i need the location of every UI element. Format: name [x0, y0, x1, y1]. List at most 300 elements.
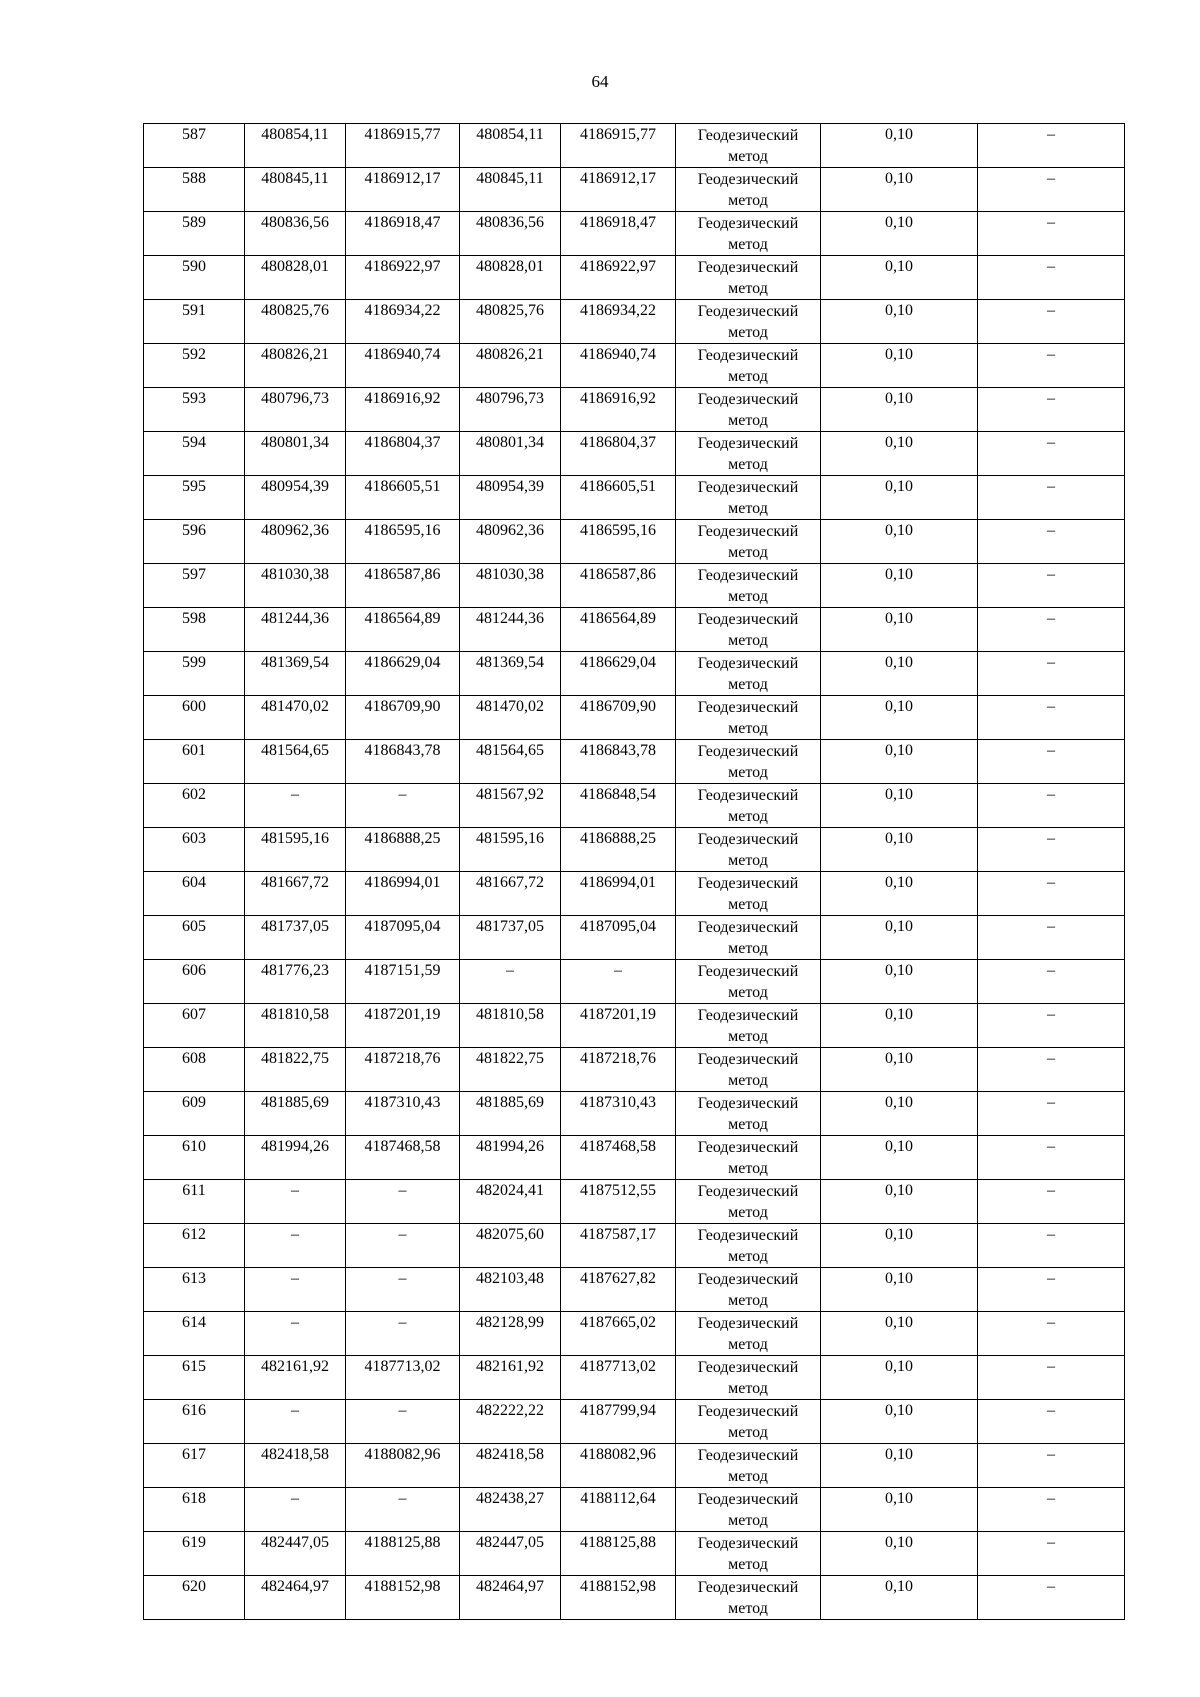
point-number-cell: 596 [144, 520, 245, 564]
point-number-cell: 608 [144, 1048, 245, 1092]
method-line-1: Геодезический [697, 1227, 799, 1244]
y-existing-cell: 4186595,16 [346, 520, 460, 564]
x-refined-cell: 482075,60 [460, 1224, 561, 1268]
x-existing-cell: – [245, 1180, 346, 1224]
accuracy-cell: 0,10 [821, 916, 978, 960]
x-refined-cell: 480845,11 [460, 168, 561, 212]
x-refined-cell: 481567,92 [460, 784, 561, 828]
table-row [144, 1444, 1125, 1488]
x-existing-cell: 480796,73 [245, 388, 346, 432]
x-refined-cell: 482447,05 [460, 1532, 561, 1576]
x-existing-cell: – [245, 1400, 346, 1444]
accuracy-cell: 0,10 [821, 1004, 978, 1048]
method-cell [676, 300, 821, 344]
x-existing-cell: 482464,97 [245, 1576, 346, 1620]
x-refined-cell: 480854,11 [460, 124, 561, 168]
y-refined-cell: 4186564,89 [561, 608, 676, 652]
y-existing-cell: 4188152,98 [346, 1576, 460, 1620]
method-cell [676, 564, 821, 608]
method-line-1: Геодезический [697, 1139, 799, 1156]
method-line-1: Геодезический [697, 259, 799, 276]
table-row [144, 300, 1125, 344]
x-refined-cell: 480954,39 [460, 476, 561, 520]
method-line-2: метод [728, 1468, 768, 1485]
x-existing-cell: 481810,58 [245, 1004, 346, 1048]
y-refined-cell: 4186605,51 [561, 476, 676, 520]
table-row [144, 520, 1125, 564]
y-existing-cell: 4186843,78 [346, 740, 460, 784]
table-row [144, 828, 1125, 872]
point-number-cell: 600 [144, 696, 245, 740]
method-line-1: Геодезический [697, 171, 799, 188]
y-existing-cell: – [346, 784, 460, 828]
description-cell: – [978, 1004, 1125, 1048]
accuracy-cell: 0,10 [821, 872, 978, 916]
table-row [144, 1576, 1125, 1620]
point-number-cell: 602 [144, 784, 245, 828]
point-number-cell: 598 [144, 608, 245, 652]
y-refined-cell: 4186848,54 [561, 784, 676, 828]
description-cell: – [978, 212, 1125, 256]
method-line-1: Геодезический [697, 875, 799, 892]
description-cell: – [978, 608, 1125, 652]
table-row [144, 168, 1125, 212]
accuracy-cell: 0,10 [821, 1356, 978, 1400]
x-existing-cell: 480826,21 [245, 344, 346, 388]
method-line-2: метод [728, 984, 768, 1001]
x-existing-cell: – [245, 1268, 346, 1312]
point-number-cell: 609 [144, 1092, 245, 1136]
x-existing-cell: – [245, 784, 346, 828]
y-refined-cell: 4186922,97 [561, 256, 676, 300]
x-refined-cell: 482024,41 [460, 1180, 561, 1224]
table-row [144, 740, 1125, 784]
x-refined-cell: 481822,75 [460, 1048, 561, 1092]
method-line-2: метод [728, 1336, 768, 1353]
x-existing-cell: 480801,34 [245, 432, 346, 476]
y-existing-cell: 4186916,92 [346, 388, 460, 432]
x-existing-cell: 481822,75 [245, 1048, 346, 1092]
method-cell [676, 1136, 821, 1180]
method-line-2: метод [728, 1556, 768, 1573]
accuracy-cell: 0,10 [821, 740, 978, 784]
x-refined-cell: 480836,56 [460, 212, 561, 256]
y-existing-cell: 4187218,76 [346, 1048, 460, 1092]
method-cell [676, 476, 821, 520]
method-cell [676, 1312, 821, 1356]
table-row [144, 1400, 1125, 1444]
y-existing-cell: 4186922,97 [346, 256, 460, 300]
description-cell: – [978, 168, 1125, 212]
point-number-cell: 619 [144, 1532, 245, 1576]
method-line-1: Геодезический [697, 347, 799, 364]
method-line-1: Геодезический [697, 479, 799, 496]
method-cell [676, 1444, 821, 1488]
y-existing-cell: 4186918,47 [346, 212, 460, 256]
accuracy-cell: 0,10 [821, 1092, 978, 1136]
table-row [144, 1224, 1125, 1268]
description-cell: – [978, 1444, 1125, 1488]
accuracy-cell: 0,10 [821, 388, 978, 432]
method-line-2: метод [728, 544, 768, 561]
method-line-1: Геодезический [697, 391, 799, 408]
description-cell: – [978, 828, 1125, 872]
method-line-1: Геодезический [697, 523, 799, 540]
method-line-2: метод [728, 676, 768, 693]
point-number-cell: 589 [144, 212, 245, 256]
y-refined-cell: 4187468,58 [561, 1136, 676, 1180]
x-refined-cell: – [460, 960, 561, 1004]
description-cell: – [978, 960, 1125, 1004]
table-row [144, 388, 1125, 432]
description-cell: – [978, 1576, 1125, 1620]
method-line-2: метод [728, 896, 768, 913]
y-existing-cell: 4186605,51 [346, 476, 460, 520]
y-existing-cell: 4187713,02 [346, 1356, 460, 1400]
point-number-cell: 614 [144, 1312, 245, 1356]
method-line-2: метод [728, 852, 768, 869]
method-line-2: метод [728, 1600, 768, 1617]
method-cell [676, 344, 821, 388]
y-refined-cell: 4188152,98 [561, 1576, 676, 1620]
x-refined-cell: 481564,65 [460, 740, 561, 784]
y-refined-cell: 4188112,64 [561, 1488, 676, 1532]
y-existing-cell: 4187095,04 [346, 916, 460, 960]
method-line-2: метод [728, 1160, 768, 1177]
point-number-cell: 612 [144, 1224, 245, 1268]
accuracy-cell: 0,10 [821, 256, 978, 300]
x-refined-cell: 481595,16 [460, 828, 561, 872]
method-cell [676, 1488, 821, 1532]
method-cell [676, 608, 821, 652]
method-cell [676, 520, 821, 564]
method-line-1: Геодезический [697, 567, 799, 584]
accuracy-cell: 0,10 [821, 1488, 978, 1532]
point-number-cell: 590 [144, 256, 245, 300]
method-line-2: метод [728, 1248, 768, 1265]
x-existing-cell: 481737,05 [245, 916, 346, 960]
y-refined-cell: 4187218,76 [561, 1048, 676, 1092]
y-refined-cell: 4186595,16 [561, 520, 676, 564]
point-number-cell: 610 [144, 1136, 245, 1180]
x-existing-cell: 481595,16 [245, 828, 346, 872]
point-number-cell: 617 [144, 1444, 245, 1488]
x-existing-cell: 481244,36 [245, 608, 346, 652]
point-number-cell: 592 [144, 344, 245, 388]
method-cell [676, 1048, 821, 1092]
point-number-cell: 597 [144, 564, 245, 608]
description-cell: – [978, 784, 1125, 828]
method-line-2: метод [728, 720, 768, 737]
accuracy-cell: 0,10 [821, 124, 978, 168]
y-existing-cell: – [346, 1224, 460, 1268]
description-cell: – [978, 432, 1125, 476]
x-existing-cell: – [245, 1312, 346, 1356]
table-row [144, 124, 1125, 168]
method-line-2: метод [728, 1116, 768, 1133]
method-line-2: метод [728, 368, 768, 385]
method-line-2: метод [728, 456, 768, 473]
table-row [144, 872, 1125, 916]
x-refined-cell: 482438,27 [460, 1488, 561, 1532]
description-cell: – [978, 520, 1125, 564]
x-refined-cell: 481737,05 [460, 916, 561, 960]
point-number-cell: 607 [144, 1004, 245, 1048]
accuracy-cell: 0,10 [821, 168, 978, 212]
method-cell [676, 872, 821, 916]
point-number-cell: 593 [144, 388, 245, 432]
y-refined-cell: 4186629,04 [561, 652, 676, 696]
method-cell [676, 1356, 821, 1400]
method-line-1: Геодезический [697, 435, 799, 452]
method-line-2: метод [728, 192, 768, 209]
table-row [144, 256, 1125, 300]
method-line-1: Геодезический [697, 1315, 799, 1332]
method-line-2: метод [728, 1204, 768, 1221]
x-existing-cell: 480845,11 [245, 168, 346, 212]
y-refined-cell: 4188082,96 [561, 1444, 676, 1488]
x-refined-cell: 481994,26 [460, 1136, 561, 1180]
description-cell: – [978, 344, 1125, 388]
point-number-cell: 611 [144, 1180, 245, 1224]
method-line-1: Геодезический [697, 963, 799, 980]
point-number-cell: 591 [144, 300, 245, 344]
description-cell: – [978, 1400, 1125, 1444]
method-cell [676, 828, 821, 872]
x-existing-cell: 480954,39 [245, 476, 346, 520]
table-row [144, 916, 1125, 960]
method-line-1: Геодезический [697, 1095, 799, 1112]
description-cell: – [978, 476, 1125, 520]
description-cell: – [978, 564, 1125, 608]
accuracy-cell: 0,10 [821, 960, 978, 1004]
x-refined-cell: 480801,34 [460, 432, 561, 476]
y-existing-cell: 4186629,04 [346, 652, 460, 696]
point-number-cell: 605 [144, 916, 245, 960]
method-line-2: метод [728, 1424, 768, 1441]
description-cell: – [978, 1136, 1125, 1180]
accuracy-cell: 0,10 [821, 432, 978, 476]
point-number-cell: 594 [144, 432, 245, 476]
method-line-1: Геодезический [697, 303, 799, 320]
y-existing-cell: 4187468,58 [346, 1136, 460, 1180]
x-refined-cell: 482128,99 [460, 1312, 561, 1356]
accuracy-cell: 0,10 [821, 1532, 978, 1576]
method-line-1: Геодезический [697, 1271, 799, 1288]
y-refined-cell: 4186912,17 [561, 168, 676, 212]
description-cell: – [978, 1268, 1125, 1312]
method-line-1: Геодезический [697, 743, 799, 760]
method-cell [676, 1532, 821, 1576]
method-line-1: Геодезический [697, 1491, 799, 1508]
method-cell [676, 1268, 821, 1312]
method-cell [676, 740, 821, 784]
table-row [144, 212, 1125, 256]
method-line-1: Геодезический [697, 1535, 799, 1552]
y-refined-cell: 4186918,47 [561, 212, 676, 256]
method-cell [676, 1224, 821, 1268]
method-line-1: Геодезический [697, 1007, 799, 1024]
x-refined-cell: 482161,92 [460, 1356, 561, 1400]
x-existing-cell: 480962,36 [245, 520, 346, 564]
x-refined-cell: 480825,76 [460, 300, 561, 344]
accuracy-cell: 0,10 [821, 300, 978, 344]
description-cell: – [978, 1048, 1125, 1092]
table-row [144, 784, 1125, 828]
x-existing-cell: 481369,54 [245, 652, 346, 696]
description-cell: – [978, 872, 1125, 916]
table-row [144, 652, 1125, 696]
method-line-1: Геодезический [697, 1403, 799, 1420]
point-number-cell: 613 [144, 1268, 245, 1312]
accuracy-cell: 0,10 [821, 1224, 978, 1268]
y-existing-cell: – [346, 1488, 460, 1532]
table-row [144, 344, 1125, 388]
method-line-1: Геодезический [697, 127, 799, 144]
y-refined-cell: 4186915,77 [561, 124, 676, 168]
y-refined-cell: 4186709,90 [561, 696, 676, 740]
method-line-2: метод [728, 940, 768, 957]
x-refined-cell: 481885,69 [460, 1092, 561, 1136]
accuracy-cell: 0,10 [821, 520, 978, 564]
y-existing-cell: 4187151,59 [346, 960, 460, 1004]
method-line-1: Геодезический [697, 919, 799, 936]
method-line-1: Геодезический [697, 699, 799, 716]
method-cell [676, 212, 821, 256]
x-existing-cell: – [245, 1224, 346, 1268]
method-line-1: Геодезический [697, 1579, 799, 1596]
y-existing-cell: 4188082,96 [346, 1444, 460, 1488]
description-cell: – [978, 1488, 1125, 1532]
method-line-2: метод [728, 280, 768, 297]
x-refined-cell: 480796,73 [460, 388, 561, 432]
x-existing-cell: 482161,92 [245, 1356, 346, 1400]
description-cell: – [978, 1180, 1125, 1224]
table-row [144, 1268, 1125, 1312]
y-existing-cell: – [346, 1268, 460, 1312]
accuracy-cell: 0,10 [821, 1180, 978, 1224]
method-line-2: метод [728, 1072, 768, 1089]
table-row [144, 1356, 1125, 1400]
accuracy-cell: 0,10 [821, 1048, 978, 1092]
y-refined-cell: 4187665,02 [561, 1312, 676, 1356]
accuracy-cell: 0,10 [821, 212, 978, 256]
description-cell: – [978, 916, 1125, 960]
y-refined-cell: 4188125,88 [561, 1532, 676, 1576]
x-refined-cell: 481667,72 [460, 872, 561, 916]
accuracy-cell: 0,10 [821, 344, 978, 388]
method-cell [676, 652, 821, 696]
y-refined-cell: – [561, 960, 676, 1004]
x-existing-cell: 481030,38 [245, 564, 346, 608]
y-refined-cell: 4187310,43 [561, 1092, 676, 1136]
accuracy-cell: 0,10 [821, 696, 978, 740]
accuracy-cell: 0,10 [821, 1444, 978, 1488]
accuracy-cell: 0,10 [821, 564, 978, 608]
y-refined-cell: 4187095,04 [561, 916, 676, 960]
y-refined-cell: 4186916,92 [561, 388, 676, 432]
method-cell [676, 960, 821, 1004]
table-body [144, 124, 1125, 1620]
description-cell: – [978, 1312, 1125, 1356]
x-existing-cell: 480825,76 [245, 300, 346, 344]
x-refined-cell: 480962,36 [460, 520, 561, 564]
y-existing-cell: 4186804,37 [346, 432, 460, 476]
coordinates-table [143, 123, 1125, 1620]
y-existing-cell: 4186994,01 [346, 872, 460, 916]
method-cell [676, 696, 821, 740]
y-refined-cell: 4187587,17 [561, 1224, 676, 1268]
y-existing-cell: – [346, 1400, 460, 1444]
point-number-cell: 595 [144, 476, 245, 520]
y-refined-cell: 4186843,78 [561, 740, 676, 784]
x-refined-cell: 482464,97 [460, 1576, 561, 1620]
description-cell: – [978, 1356, 1125, 1400]
table-row [144, 1048, 1125, 1092]
accuracy-cell: 0,10 [821, 1576, 978, 1620]
y-refined-cell: 4187627,82 [561, 1268, 676, 1312]
method-cell [676, 1180, 821, 1224]
y-existing-cell: – [346, 1312, 460, 1356]
description-cell: – [978, 1224, 1125, 1268]
table-row [144, 1488, 1125, 1532]
y-existing-cell: 4186940,74 [346, 344, 460, 388]
method-cell [676, 1400, 821, 1444]
description-cell: – [978, 1532, 1125, 1576]
accuracy-cell: 0,10 [821, 784, 978, 828]
y-refined-cell: 4186994,01 [561, 872, 676, 916]
point-number-cell: 588 [144, 168, 245, 212]
accuracy-cell: 0,10 [821, 1136, 978, 1180]
table-row [144, 1092, 1125, 1136]
description-cell: – [978, 1092, 1125, 1136]
description-cell: – [978, 300, 1125, 344]
y-existing-cell: 4188125,88 [346, 1532, 460, 1576]
description-cell: – [978, 388, 1125, 432]
method-cell [676, 1004, 821, 1048]
y-existing-cell: – [346, 1180, 460, 1224]
x-refined-cell: 481369,54 [460, 652, 561, 696]
method-line-2: метод [728, 808, 768, 825]
x-existing-cell: – [245, 1488, 346, 1532]
point-number-cell: 616 [144, 1400, 245, 1444]
method-line-1: Геодезический [697, 655, 799, 672]
method-cell [676, 168, 821, 212]
page-number: 64 [591, 72, 609, 91]
point-number-cell: 615 [144, 1356, 245, 1400]
description-cell: – [978, 696, 1125, 740]
method-line-1: Геодезический [697, 787, 799, 804]
table-row [144, 1004, 1125, 1048]
table-row [144, 1180, 1125, 1224]
method-line-2: метод [728, 632, 768, 649]
y-refined-cell: 4186804,37 [561, 432, 676, 476]
x-refined-cell: 482103,48 [460, 1268, 561, 1312]
y-existing-cell: 4186915,77 [346, 124, 460, 168]
x-existing-cell: 480828,01 [245, 256, 346, 300]
description-cell: – [978, 256, 1125, 300]
table-row [144, 476, 1125, 520]
x-existing-cell: 481564,65 [245, 740, 346, 784]
y-refined-cell: 4186888,25 [561, 828, 676, 872]
y-existing-cell: 4186709,90 [346, 696, 460, 740]
accuracy-cell: 0,10 [821, 1312, 978, 1356]
x-refined-cell: 482418,58 [460, 1444, 561, 1488]
x-existing-cell: 482418,58 [245, 1444, 346, 1488]
point-number-cell: 604 [144, 872, 245, 916]
y-refined-cell: 4187713,02 [561, 1356, 676, 1400]
accuracy-cell: 0,10 [821, 828, 978, 872]
